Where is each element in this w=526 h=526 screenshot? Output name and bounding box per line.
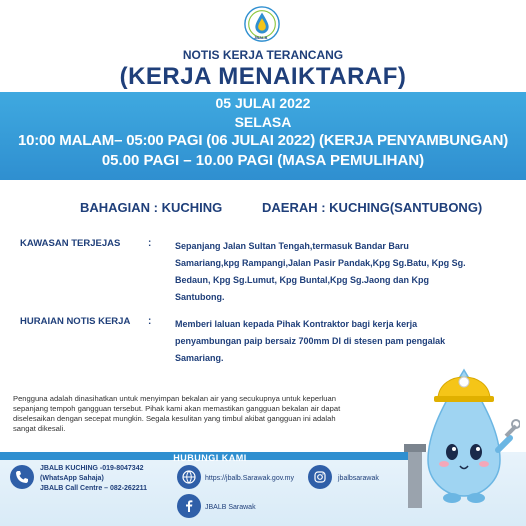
disclaimer-line: sepanjang tempoh gangguan tersebut. Pihak kami akan memastikan gangguan bekalan air dapat — [13, 404, 341, 413]
kawasan-colon: : — [148, 238, 152, 249]
daerah-text: DAERAH : KUCHING(SANTUBONG) — [262, 200, 483, 215]
website-link[interactable]: https://jbalb.Sarawak.gov.my — [205, 475, 294, 482]
logo-text: JBALB — [254, 35, 268, 40]
huraian-colon: : — [148, 316, 152, 327]
recovery-time-text: 05.00 PAGI – 10.00 PAGI (MASA PEMULIHAN) — [101, 152, 425, 169]
kawasan-line: Samariang,kpg Rampangi,Jalan Pasir Pandak,Kpg Sg.Batu, Kpg Sg. — [175, 258, 466, 268]
contact-whatsapp-note: (WhatsApp Sahaja) — [40, 475, 104, 482]
instagram-link[interactable]: jbalbsarawak — [338, 475, 379, 482]
facebook-link[interactable]: JBALB Sarawak — [205, 504, 256, 511]
bahagian-text: BAHAGIAN : KUCHING — [80, 200, 223, 215]
connection-time-text: 10:00 MALAM– 05:00 PAGI (06 JULAI 2022) (KERJA PENYAMBUNGAN) — [17, 132, 509, 149]
facebook-icon — [177, 494, 201, 518]
huraian-line: penyambungan paip bersaiz 700mm DI di stesen pam pengalak — [175, 336, 446, 346]
instagram-icon — [308, 465, 332, 489]
disclaimer-line: Pengguna adalah dinasihatkan untuk menyimpan bekalan air yang secukupnya untuk keperluan — [13, 394, 336, 403]
notice-type: (KERJA MENAIKTARAF) — [119, 63, 407, 90]
phone-icon — [10, 465, 34, 489]
day-text: SELASA — [234, 114, 292, 130]
kawasan-line: Santubong. — [175, 292, 225, 302]
contact-call-centre[interactable]: JBALB Call Centre – 082-262211 — [40, 485, 147, 492]
web-icon — [177, 465, 201, 489]
disclaimer-line: diselesaikan dengan secepat mungkin. Segala kesulitan yang timbul akibat gangguan ini adalah — [13, 414, 336, 423]
date-text: 05 JULAI 2022 — [215, 95, 311, 111]
contact-info — [40, 464, 147, 494]
kawasan-line: Sepanjang Jalan Sultan Tengah,termasuk Bandar Baru — [175, 241, 409, 251]
huraian-label: HURAIAN NOTIS KERJA — [20, 316, 131, 327]
notice-title: NOTIS KERJA TERANCANG — [182, 48, 344, 62]
disclaimer-text — [13, 394, 393, 434]
kawasan-text — [175, 238, 495, 306]
huraian-line: Memberi laluan kepada Pihak Kontraktor bagi kerja kerja — [175, 319, 418, 329]
schedule-banner — [0, 92, 526, 180]
water-drop-mascot — [400, 340, 520, 520]
huraian-line: Samariang. — [175, 353, 224, 363]
contact-whatsapp[interactable]: JBALB KUCHING -019-8047342 — [40, 465, 144, 472]
kawasan-line: Bedaun, Kpg Sg.Lumut, Kpg Buntal,Kpg Sg.Jaong dan Kpg — [175, 275, 429, 285]
disclaimer-line: sangat dikesali. — [13, 424, 66, 433]
kawasan-label: KAWASAN TERJEJAS — [20, 238, 121, 249]
footer-title: HUBUNGI KAMI — [173, 453, 247, 463]
